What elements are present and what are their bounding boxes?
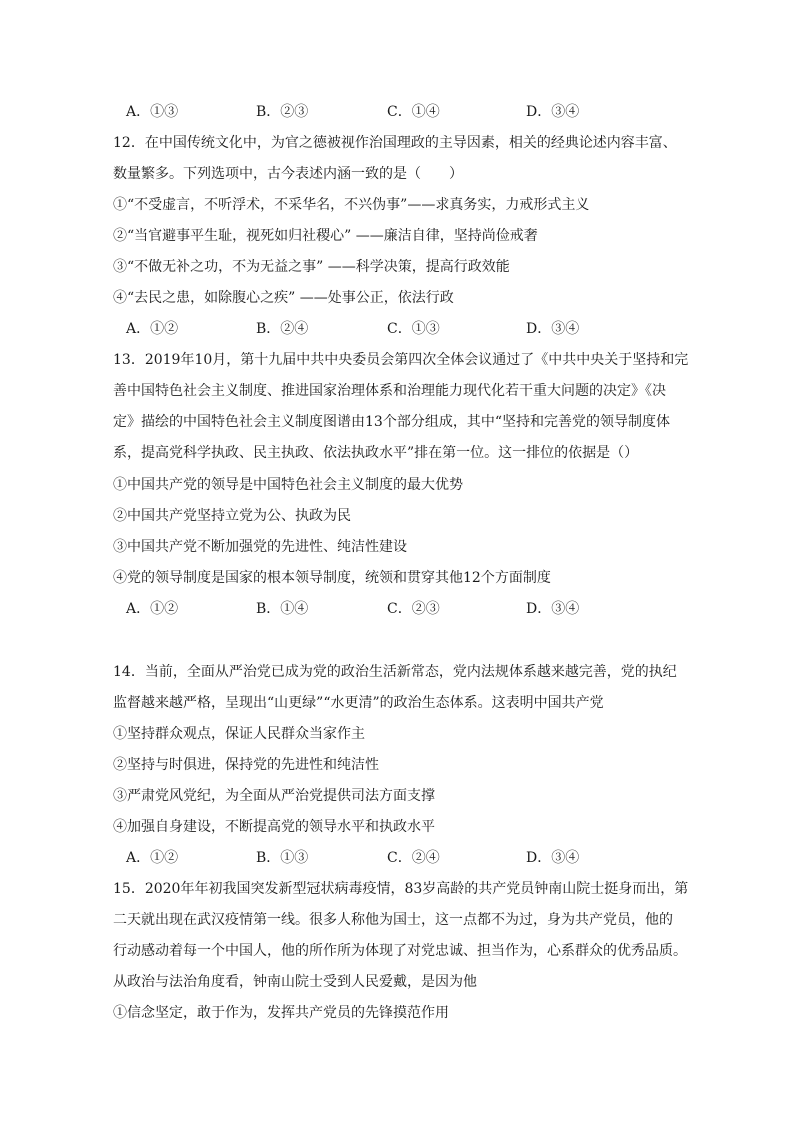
q12-stem-line: 数量繁多。下列选项中，古今表述内涵一致的是（ ） bbox=[113, 166, 463, 182]
q12-option-a: A．①② bbox=[126, 321, 179, 337]
q15-item: ①信念坚定，敢于作为，发挥共产党员的先锋摸范作用 bbox=[113, 1005, 449, 1021]
q15-stem-line: 二天就出现在武汉疫情第一线。很多人称他为国士，这一点都不为过，身为共产党员，他的 bbox=[113, 912, 673, 928]
q14-option-a: A．①② bbox=[126, 850, 179, 866]
q12-options bbox=[126, 320, 726, 338]
q13-item: ③中国共产党不断加强党的先进性、纯洁性建设 bbox=[113, 539, 407, 555]
q14-item: ①坚持群众观点，保证人民群众当家作主 bbox=[113, 726, 365, 742]
q12-item: ②“当官避事平生耻，视死如归社稷心” ——廉洁自律，坚持尚俭戒奢 bbox=[113, 228, 538, 244]
q13-stem-line: 定》描绘的中国特色社会主义制度图谱由13个部分组成，其中“坚持和完善党的领导制度体 bbox=[113, 414, 670, 430]
q12-stem-line: 12．在中国传统文化中，为官之德被视作治国理政的主导因素，相关的经典论述内容丰富、 bbox=[113, 135, 677, 151]
q14-option-d: D．③④ bbox=[526, 850, 580, 866]
q13-option-b: B．①④ bbox=[256, 601, 309, 617]
q13-option-a: A．①② bbox=[126, 601, 179, 617]
q11-option-c: C．①④ bbox=[387, 104, 440, 120]
q14-option-c: C．②④ bbox=[387, 850, 440, 866]
q13-option-c: C．②③ bbox=[387, 601, 440, 617]
q12-option-c: C．①③ bbox=[387, 321, 440, 337]
q12-item: ④“去民之患，如除腹心之疾” ——处事公正，依法行政 bbox=[113, 290, 454, 306]
q14-stem-line: 14．当前，全面从严治党已成为党的政治生活新常态，党内法规体系越来越完善，党的执纪 bbox=[113, 664, 677, 680]
q14-options bbox=[126, 849, 726, 867]
q12-option-d: D．③④ bbox=[526, 321, 580, 337]
q14-item: ②坚持与时俱进，保持党的先进性和纯洁性 bbox=[113, 757, 379, 773]
q12-option-b: B．②④ bbox=[256, 321, 309, 337]
q13-option-d: D．③④ bbox=[526, 601, 580, 617]
q14-item: ③严肃党风党纪，为全面从严治党提供司法方面支撑 bbox=[113, 788, 435, 804]
q13-stem-line: 系，提高党科学执政、民主执政、依法执政水平”排在第一位。这一排位的依据是（） bbox=[113, 445, 639, 461]
q13-stem-line: 13．2019年10月，第十九届中共中央委员会第四次全体会议通过了《中共中央关于坚持和完 bbox=[113, 352, 689, 368]
q11-option-d: D．③④ bbox=[526, 104, 580, 120]
q13-item: ④党的领导制度是国家的根本领导制度，统领和贯穿其他12个方面制度 bbox=[113, 570, 551, 586]
q15-stem-line: 15．2020年年初我国突发新型冠状病毒疫情，83岁高龄的共产党员钟南山院士挺身而出，第 bbox=[113, 881, 689, 897]
q15-stem-line: 从政治与法治角度看，钟南山院士受到人民爱戴，是因为他 bbox=[113, 974, 477, 990]
q13-options bbox=[126, 600, 726, 618]
q15-stem-line: 行动感动着每一个中国人，他的所作所为体现了对党忠诚、担当作为，心系群众的优秀品质。 bbox=[113, 943, 687, 959]
q14-option-b: B．①③ bbox=[256, 850, 309, 866]
q11-option-a: A．①③ bbox=[126, 104, 179, 120]
q12-item: ③“不做无补之功，不为无益之事” ——科学决策，提高行政效能 bbox=[113, 259, 510, 275]
q13-stem-line: 善中国特色社会主义制度、推进国家治理体系和治理能力现代化若干重大问题的决定》《决 bbox=[113, 383, 666, 399]
q13-item: ②中国共产党坚持立党为公、执政为民 bbox=[113, 508, 351, 524]
q14-item: ④加强自身建设，不断提高党的领导水平和执政水平 bbox=[113, 819, 435, 835]
q13-item: ①中国共产党的领导是中国特色社会主义制度的最大优势 bbox=[113, 477, 463, 493]
q11-option-b: B．②③ bbox=[256, 104, 309, 120]
q14-stem-line: 监督越来越严格，呈现出“山更绿”“水更清”的政治生态体系。这表明中国共产党 bbox=[113, 695, 604, 711]
q11-options bbox=[126, 103, 726, 121]
q12-item: ①“不受虚言，不听浮术，不采华名，不兴伪事”——求真务实，力戒形式主义 bbox=[113, 197, 590, 213]
